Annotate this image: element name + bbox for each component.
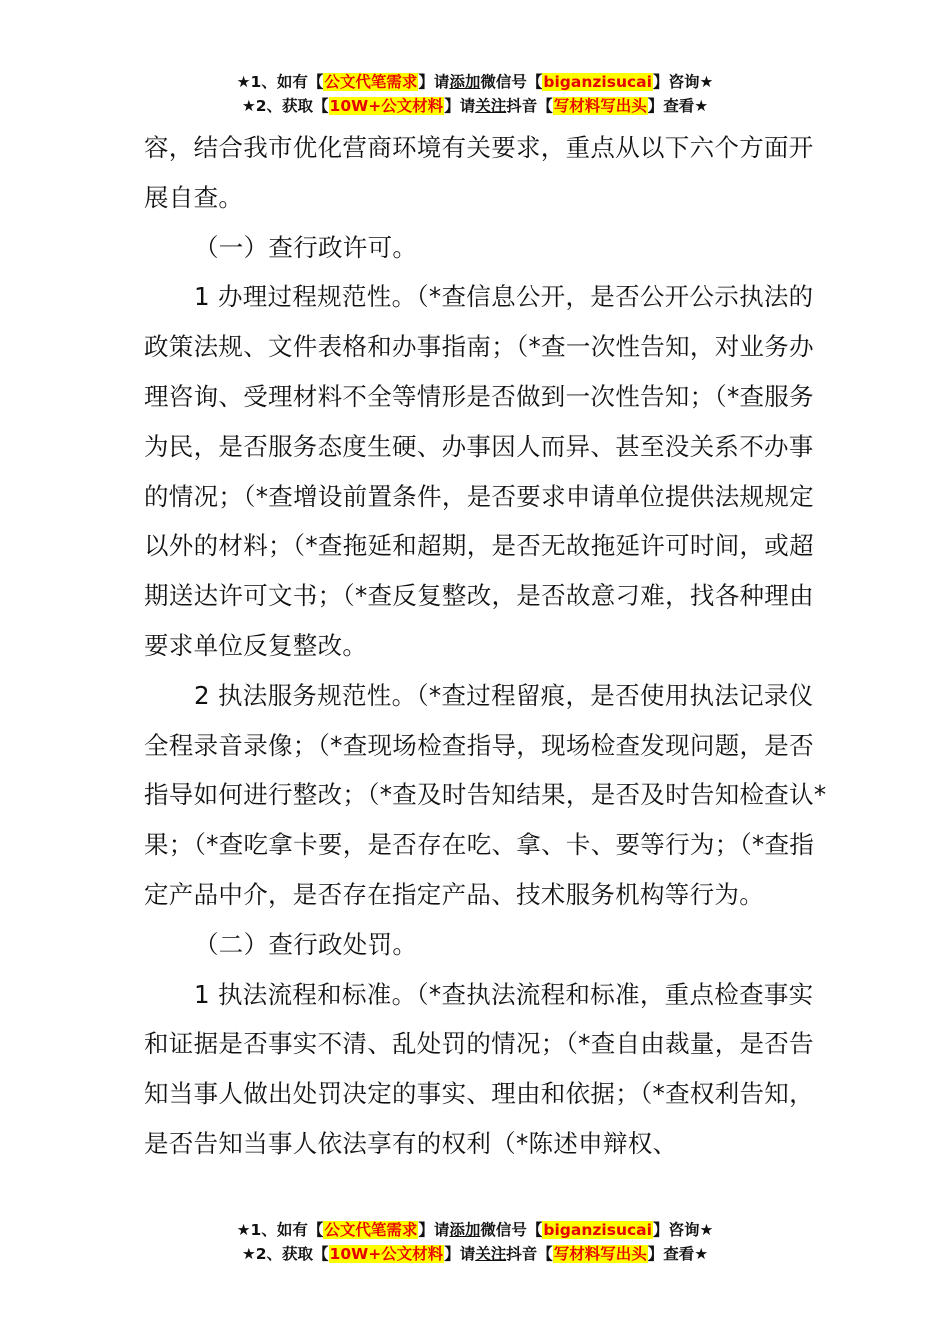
banner-line-2 [0, 1242, 950, 1266]
paragraph: 2 执法服务规范性。（*查过程留痕，是否使用执法记录仪全程录音录像；（*查现场检查指导，现场检查发现问题，是否指导如何进行整改；（*查及时告知结果，是否及时告知检查认*果；（*查吃拿卡要，是否存在吃、拿、卡、要等行为；（*查指定产品中介，是否存在指定产品、技术服务机构等行为。 [144, 680, 827, 909]
document-body [144, 123, 834, 1169]
footer-banner [0, 1218, 950, 1266]
banner-text: 】查看★ [647, 97, 709, 115]
banner-text: ★1、如有【 [236, 73, 324, 91]
banner-text: 抖音【 [506, 1245, 553, 1263]
highlight-wechat-id: biganzisucai [543, 73, 652, 91]
banner-underlined: 添加 [449, 73, 481, 91]
highlight-service: 公文代笔需求 [324, 73, 418, 91]
paragraph: 容，结合我市优化营商环境有关要求，重点从以下六个方面开展自查。 [144, 133, 814, 212]
banner-text: 】咨询★ [652, 73, 714, 91]
banner-underlined: 关注 [475, 97, 507, 115]
banner-underlined: 关注 [475, 1245, 507, 1263]
banner-text: 】请 [418, 1221, 450, 1239]
banner-text: ★2、获取【 [241, 97, 329, 115]
section-heading: （一）查行政许可。 [194, 232, 418, 262]
banner-line-2 [0, 94, 950, 118]
banner-text: 抖音【 [506, 97, 553, 115]
banner-text: ★1、如有【 [236, 1221, 324, 1239]
highlight-douyin: 写材料写出头 [553, 1245, 647, 1263]
paragraph: 1 执法流程和标准。（*查执法流程和标准，重点检查事实和证据是否事实不清、乱处罚的情况；（*查自由裁量，是否告知当事人做出处罚决定的事实、理由和依据；（*查权利告知，是否告知当事人依法享有的权利（*陈述申辩权、 [144, 979, 814, 1158]
banner-text: 微信号【 [480, 1221, 543, 1239]
banner-text: 微信号【 [480, 73, 543, 91]
highlight-service: 公文代笔需求 [324, 1221, 418, 1239]
banner-text: 】请 [444, 97, 476, 115]
paragraph: 1 办理过程规范性。（*查信息公开，是否公开公示执法的政策法规、文件表格和办事指南；（*查一次性告知，对业务办理咨询、受理材料不全等情形是否做到一次性告知；（*查服务为民，是否服务态度生硬、办事因人而异、甚至没关系不办事的情况；（*查增设前置条件，是否要求申请单位提供法规规定以外的材料；（*查拖延和超期，是否无故拖延许可时间，或超期送达许可文书；（*查反复整改，是否故意刁难，找各种理由要求单位反复整改。 [144, 282, 814, 660]
banner-text: 】请 [444, 1245, 476, 1263]
banner-text: ★2、获取【 [241, 1245, 329, 1263]
banner-underlined: 添加 [449, 1221, 481, 1239]
header-banner [0, 70, 950, 118]
highlight-wechat-id: biganzisucai [543, 1221, 652, 1239]
banner-text: 】咨询★ [652, 1221, 714, 1239]
banner-text: 】请 [418, 73, 450, 91]
section-heading: （二）查行政处罚。 [194, 929, 418, 959]
banner-line-1 [0, 70, 950, 94]
banner-line-1 [0, 1218, 950, 1242]
highlight-douyin: 写材料写出头 [553, 97, 647, 115]
highlight-materials: 10W+公文材料 [329, 1245, 444, 1263]
highlight-materials: 10W+公文材料 [329, 97, 444, 115]
banner-text: 】查看★ [647, 1245, 709, 1263]
